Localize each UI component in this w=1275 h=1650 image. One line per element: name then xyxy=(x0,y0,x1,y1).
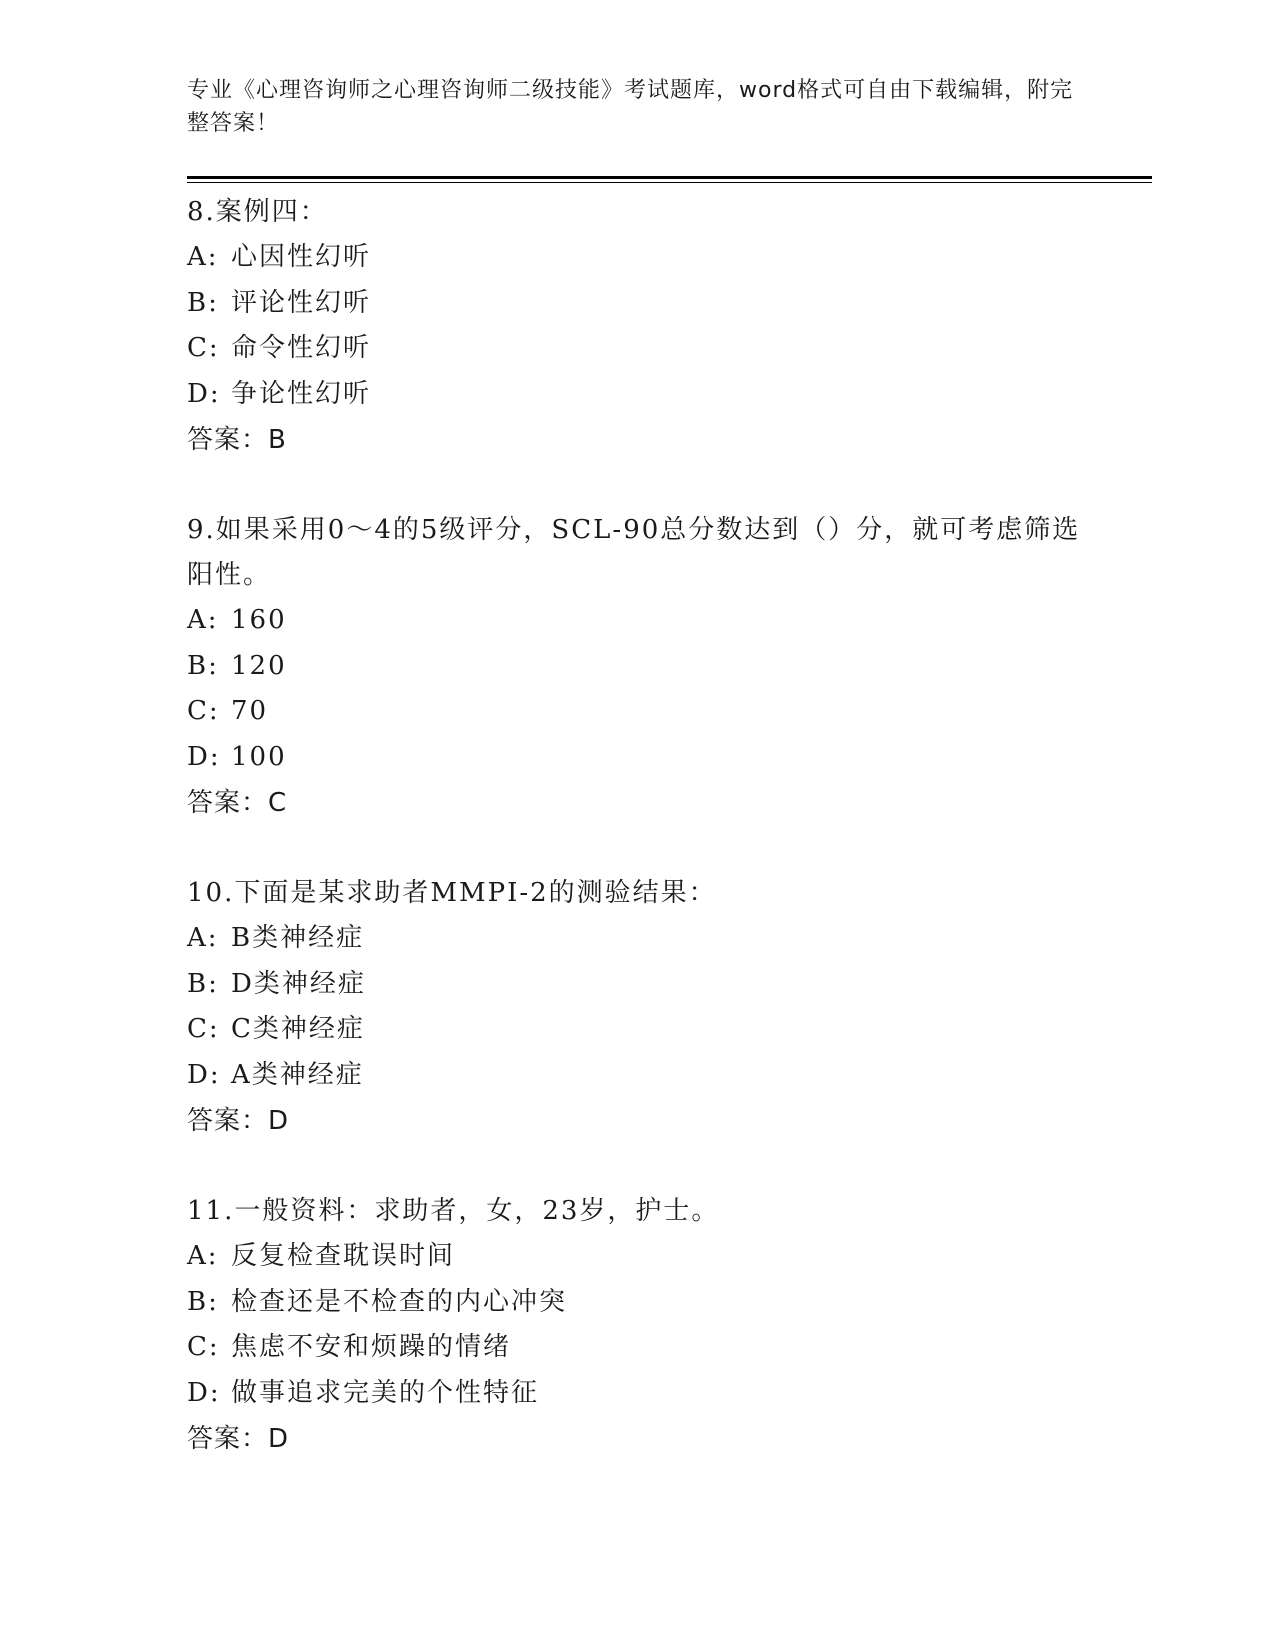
answer-line: 答案：C xyxy=(187,788,288,818)
header-divider-thin xyxy=(187,182,1152,183)
option-b xyxy=(187,281,1087,327)
option-d xyxy=(187,1053,1087,1099)
option-text: 100 xyxy=(231,741,287,772)
option-c xyxy=(187,689,1087,735)
option-c xyxy=(187,326,1087,372)
option-b xyxy=(187,1280,1087,1326)
option-text: 命令性幻听 xyxy=(231,333,372,363)
option-key: A: xyxy=(187,605,219,635)
option-key: C: xyxy=(187,1014,220,1044)
question-stem: 8.案例四： xyxy=(187,197,328,227)
option-key: D: xyxy=(187,378,221,409)
option-text: 160 xyxy=(231,605,287,635)
question-stem: 10.下面是某求助者MMPI-2的测验结果： xyxy=(187,878,717,908)
option-c xyxy=(187,1325,1087,1371)
question-list xyxy=(187,190,1087,1507)
option-d xyxy=(187,735,1087,781)
option-a xyxy=(187,1234,1087,1280)
option-text: A类神经症 xyxy=(231,1059,364,1090)
option-text: 评论性幻听 xyxy=(231,287,372,318)
answer-line: 答案：D xyxy=(187,1106,290,1136)
option-key: C: xyxy=(187,1332,220,1362)
option-a xyxy=(187,598,1087,644)
answer-line: 答案：D xyxy=(187,1424,290,1454)
question-11 xyxy=(187,1189,1087,1462)
option-d xyxy=(187,1371,1087,1417)
question-stem: 11.一般资料：求助者，女，23岁，护士。 xyxy=(187,1196,720,1226)
answer-line: 答案：B xyxy=(187,425,287,455)
option-a xyxy=(187,916,1087,962)
option-key: A: xyxy=(187,923,219,953)
option-text: 70 xyxy=(231,696,269,726)
option-text: 做事追求完美的个性特征 xyxy=(231,1377,540,1408)
option-b xyxy=(187,644,1087,690)
option-text: 反复检查耽误时间 xyxy=(231,1241,456,1271)
option-text: C类神经症 xyxy=(231,1014,365,1044)
option-key: D: xyxy=(187,1059,221,1090)
option-key: B: xyxy=(187,650,219,681)
option-key: A: xyxy=(187,1241,219,1271)
option-key: A: xyxy=(187,242,219,272)
option-text: B类神经症 xyxy=(231,923,365,953)
option-text: 检查还是不检查的内心冲突 xyxy=(231,1286,568,1317)
option-key: B: xyxy=(187,1286,219,1317)
option-key: D: xyxy=(187,1377,221,1408)
option-d xyxy=(187,372,1087,418)
option-a xyxy=(187,235,1087,281)
document-header: 专业《心理咨询师之心理咨询师二级技能》考试题库，word格式可自由下载编辑，附完整答案！ xyxy=(187,78,1074,136)
option-c xyxy=(187,1007,1087,1053)
option-key: C: xyxy=(187,333,220,363)
option-key: B: xyxy=(187,968,219,999)
option-text: 焦虑不安和烦躁的情绪 xyxy=(231,1332,512,1362)
header-divider-thick xyxy=(187,176,1152,179)
option-key: B: xyxy=(187,287,219,318)
option-text: D类神经症 xyxy=(231,968,366,999)
question-9 xyxy=(187,508,1087,826)
option-text: 争论性幻听 xyxy=(231,378,372,409)
question-stem: 9.如果采用0～4的5级评分，SCL-90总分数达到（）分，就可考虑筛选阳性。 xyxy=(187,515,1081,590)
question-10 xyxy=(187,871,1087,1144)
option-key: D: xyxy=(187,741,221,772)
question-8 xyxy=(187,190,1087,463)
option-key: C: xyxy=(187,696,220,726)
option-text: 心因性幻听 xyxy=(231,242,372,272)
option-b xyxy=(187,962,1087,1008)
option-text: 120 xyxy=(231,650,287,681)
